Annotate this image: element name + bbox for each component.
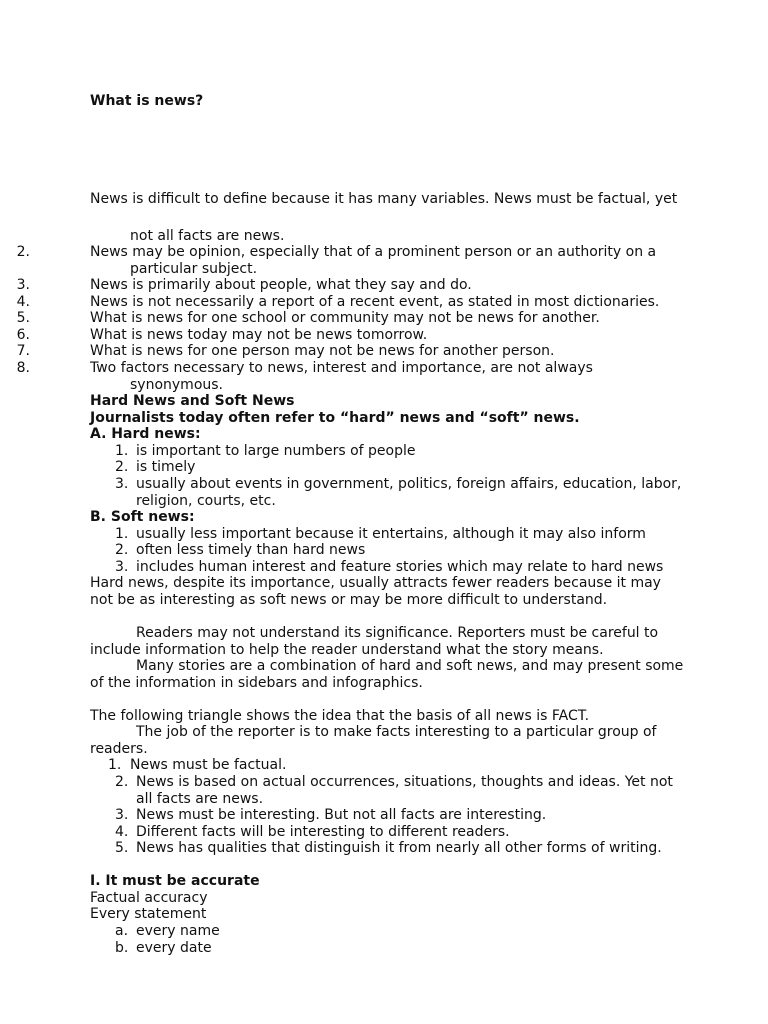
list-item-continuation: synonymous. xyxy=(130,377,223,393)
paragraph-line: include information to help the reader understand what the story means. xyxy=(90,642,604,658)
list-number: 3. xyxy=(16,277,30,293)
list-item-continuation: all facts are news. xyxy=(136,791,264,807)
list-item: every date xyxy=(136,940,212,956)
list-number: 2. xyxy=(115,459,129,475)
list-letter: b. xyxy=(115,940,129,956)
paragraph-line: The job of the reporter is to make facts interesting to a particular group of xyxy=(136,724,657,740)
list-item: is timely xyxy=(136,459,196,475)
list-number: 5. xyxy=(115,840,129,856)
list-number: 2. xyxy=(115,542,129,558)
intro-line-1: News is difficult to define because it has many variables. News must be factual, yet xyxy=(90,191,678,207)
list-item: every name xyxy=(136,923,220,939)
list-letter: a. xyxy=(115,923,129,939)
list-number: 7. xyxy=(16,343,30,359)
list-item: News must be interesting. But not all facts are interesting. xyxy=(136,807,547,823)
list-number: 5. xyxy=(16,310,30,326)
paragraph-line: Hard news, despite its importance, usually attracts fewer readers because it may xyxy=(90,575,661,591)
list-number: 4. xyxy=(16,294,30,310)
list-item: News must be factual. xyxy=(130,757,287,773)
list-number: 4. xyxy=(115,824,129,840)
list-number: 6. xyxy=(16,327,30,343)
paragraph-line: not be as interesting as soft news or may be more difficult to understand. xyxy=(90,592,608,608)
list-number: 3. xyxy=(115,476,129,492)
list-item: Two factors necessary to news, interest and importance, are not always xyxy=(90,360,593,376)
list-item: usually less important because it entertains, although it may also inform xyxy=(136,526,646,542)
accuracy-heading: I. It must be accurate xyxy=(90,873,260,889)
list-number: 2. xyxy=(16,244,30,260)
list-number: 1. xyxy=(108,757,122,773)
list-item: What is news for one school or community may not be news for another. xyxy=(90,310,600,326)
list-item: Different facts will be interesting to different readers. xyxy=(136,824,510,840)
page-title: What is news? xyxy=(90,93,204,109)
list-item: is important to large numbers of people xyxy=(136,443,416,459)
list-item: often less timely than hard news xyxy=(136,542,366,558)
paragraph-line: Every statement xyxy=(90,906,207,922)
paragraph-line: Factual accuracy xyxy=(90,890,208,906)
list-item: News has qualities that distinguish it from nearly all other forms of writing. xyxy=(136,840,662,856)
list-number: 2. xyxy=(115,774,129,790)
intro-line-2: not all facts are news. xyxy=(130,228,285,244)
list-item: News is not necessarily a report of a recent event, as stated in most dictionaries. xyxy=(90,294,660,310)
list-number: 1. xyxy=(115,443,129,459)
list-item-continuation: particular subject. xyxy=(130,261,258,277)
paragraph-line: Many stories are a combination of hard and soft news, and may present some xyxy=(136,658,684,674)
section-heading: Hard News and Soft News xyxy=(90,393,295,409)
list-item: includes human interest and feature stories which may relate to hard news xyxy=(136,559,664,575)
list-number: 8. xyxy=(16,360,30,376)
paragraph-line: The following triangle shows the idea that the basis of all news is FACT. xyxy=(90,708,590,724)
list-item: usually about events in government, politics, foreign affairs, education, labor, xyxy=(136,476,682,492)
section-subheading: Journalists today often refer to “hard” news and “soft” news. xyxy=(90,410,580,426)
list-item: What is news today may not be news tomorrow. xyxy=(90,327,428,343)
list-item: News may be opinion, especially that of a prominent person or an authority on a xyxy=(90,244,657,260)
paragraph-line: Readers may not understand its significance. Reporters must be careful to xyxy=(136,625,659,641)
list-item: News is primarily about people, what they say and do. xyxy=(90,277,472,293)
paragraph-line: readers. xyxy=(90,741,148,757)
list-item-continuation: religion, courts, etc. xyxy=(136,493,276,509)
paragraph-line: of the information in sidebars and infographics. xyxy=(90,675,423,691)
soft-news-label: B. Soft news: xyxy=(90,509,195,525)
list-number: 3. xyxy=(115,807,129,823)
list-number: 3. xyxy=(115,559,129,575)
list-item: What is news for one person may not be news for another person. xyxy=(90,343,555,359)
list-number: 1. xyxy=(115,526,129,542)
hard-news-label: A. Hard news: xyxy=(90,426,201,442)
list-item: News is based on actual occurrences, situations, thoughts and ideas. Yet not xyxy=(136,774,673,790)
